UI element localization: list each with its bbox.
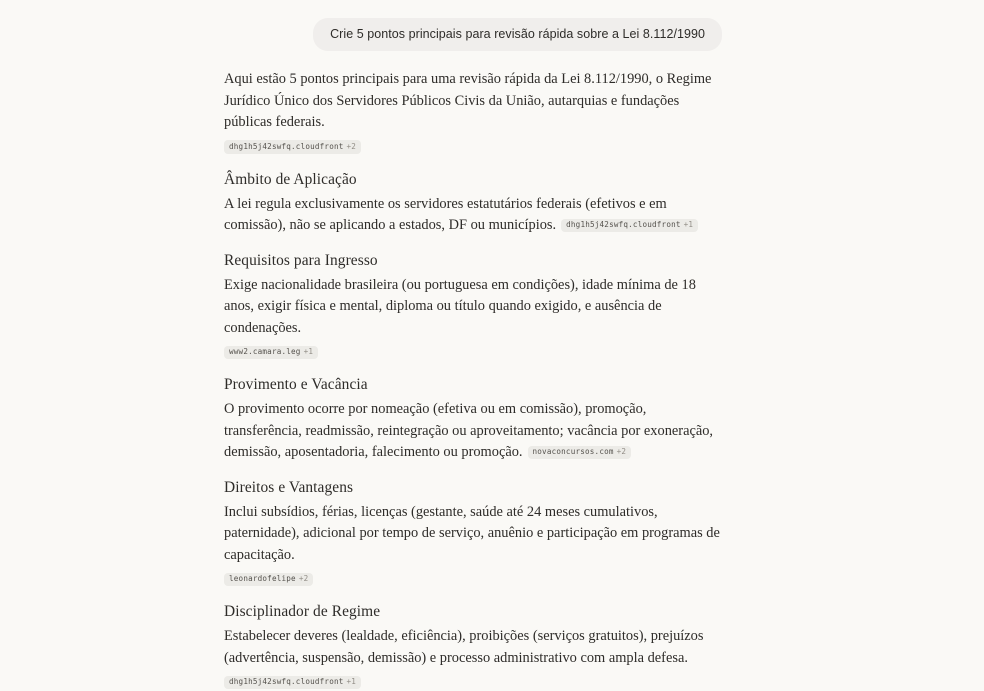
- citation-chip[interactable]: [224, 676, 361, 690]
- citation-source: leonardofelipe: [229, 574, 296, 583]
- section-disciplinador-de-regime: [224, 601, 760, 691]
- citation-chip-wrapper: [224, 343, 760, 361]
- section-paragraph: Exige nacionalidade brasileira (ou portuguesa em condições), idade mínima de 18 anos, exigir física e mental, diploma ou título quando exigido, e ausência de condenações.: [224, 276, 696, 336]
- citation-count: +2: [616, 447, 627, 456]
- assistant-intro: [224, 69, 760, 156]
- section-heading: Provimento e Vacância: [224, 376, 368, 393]
- section-heading: Disciplinador de Regime: [224, 603, 381, 620]
- section-paragraph: Inclui subsídios, férias, licenças (gestante, saúde até 24 meses cumulativos, paternidade), adicional por tempo de serviço, anuênio e participação em programas de capacitação.: [224, 503, 720, 563]
- citation-chip[interactable]: [528, 446, 632, 460]
- section-paragraph: [224, 194, 724, 237]
- user-turn: [0, 0, 984, 51]
- citation-count: +1: [346, 677, 357, 686]
- citation-chip-wrapper: [224, 673, 760, 691]
- intro-paragraph: Aqui estão 5 pontos principais para uma revisão rápida da Lei 8.112/1990, o Regime Jurídico Único dos Servidores Públicos Civis da União, autarquias e fundações públicas federais.: [224, 71, 712, 130]
- section-paragraph: Estabelecer deveres (lealdade, eficiência), proibições (serviços gratuitos), prejuízos (advertência, suspensão, demissão) e processo administrativo com ampla defesa.: [224, 628, 704, 666]
- citation-chip-wrapper: [224, 570, 760, 588]
- section-text: A lei regula exclusivamente os servidores estatutários federais (efetivos e em comissão), não se aplicando a estados, DF ou municípios.: [224, 195, 667, 233]
- section-paragraph: [224, 399, 716, 464]
- citation-source: dhg1h5j42swfq.cloudfront: [229, 677, 344, 686]
- section-text: O provimento ocorre por nomeação (efetiva ou em comissão), promoção, transferência, readmissão, reintegração ou aproveitamento; vacância por exoneração, demissão, aposentadoria, falecimento ou promoção.: [224, 401, 714, 460]
- user-message-bubble: Crie 5 pontos principais para revisão rápida sobre a Lei 8.112/1990: [313, 18, 722, 51]
- citation-source: www2.camara.leg: [229, 347, 301, 356]
- section-heading: Requisitos para Ingresso: [224, 251, 378, 269]
- citation-chip-wrapper: [224, 138, 760, 156]
- section-direitos-e-vantagens: [224, 477, 760, 589]
- citation-count: +2: [298, 574, 309, 583]
- section-heading: Âmbito de Aplicação: [224, 170, 357, 188]
- section-heading: Direitos e Vantagens: [224, 478, 354, 496]
- section-provimento-e-vacancia: [224, 374, 760, 464]
- section-requisitos-para-ingresso: [224, 250, 760, 362]
- assistant-turn: [0, 51, 760, 691]
- citation-count: +2: [346, 141, 357, 151]
- citation-count: +1: [683, 220, 694, 229]
- section-ambito-de-aplicacao: [224, 169, 760, 237]
- citation-source: novaconcursos.com: [532, 447, 614, 456]
- citation-chip[interactable]: [224, 140, 361, 154]
- citation-chip[interactable]: [224, 346, 318, 360]
- citation-count: +1: [303, 347, 314, 356]
- citation-source: dhg1h5j42swfq.cloudfront: [229, 141, 344, 151]
- citation-source: dhg1h5j42swfq.cloudfront: [566, 220, 681, 229]
- citation-chip[interactable]: [224, 573, 313, 587]
- citation-chip[interactable]: [561, 219, 698, 233]
